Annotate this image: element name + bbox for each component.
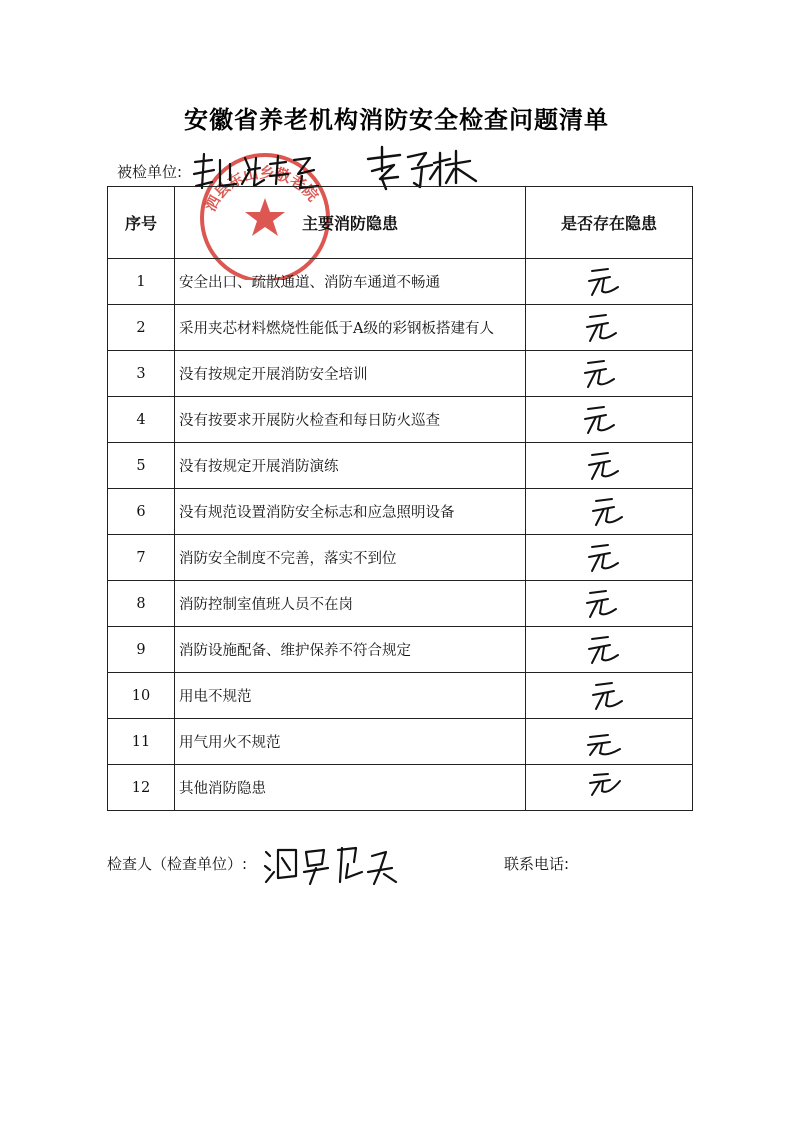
handwritten-none-icon: [590, 679, 626, 713]
handwritten-none-icon: [584, 587, 620, 621]
row-issue: 用电不规范: [175, 673, 526, 719]
row-number: 1: [108, 259, 175, 305]
row-answer: [526, 535, 693, 581]
row-answer: [526, 719, 693, 765]
row-answer: [526, 443, 693, 489]
handwritten-none-icon: [590, 495, 626, 529]
header-serial-number: 序号: [108, 187, 175, 259]
table-row: [108, 673, 693, 719]
handwritten-none-icon: [582, 403, 618, 437]
inspector-label: 检查人（检查单位）:: [107, 855, 248, 873]
row-number: 7: [108, 535, 175, 581]
row-issue: 采用夹芯材料燃烧性能低于A级的彩钢板搭建有人: [175, 305, 526, 351]
table-row: [108, 259, 693, 305]
row-number: 4: [108, 397, 175, 443]
row-issue: 没有按规定开展消防安全培训: [175, 351, 526, 397]
handwritten-none-icon: [586, 633, 622, 667]
row-answer: [526, 397, 693, 443]
table-row: [108, 765, 693, 811]
row-answer: [526, 489, 693, 535]
row-answer: [526, 765, 693, 811]
row-number: 11: [108, 719, 175, 765]
handwritten-none-icon: [584, 729, 624, 759]
row-issue: 没有按规定开展消防演练: [175, 443, 526, 489]
row-number: 2: [108, 305, 175, 351]
row-number: 5: [108, 443, 175, 489]
row-issue: 其他消防隐患: [175, 765, 526, 811]
table-header-row: [108, 187, 693, 259]
row-number: 10: [108, 673, 175, 719]
header-hazard-exists: 是否存在隐患: [526, 187, 693, 259]
handwritten-none-icon: [586, 265, 622, 299]
header-main-hazard: 主要消防隐患: [175, 187, 526, 259]
handwritten-none-icon: [584, 311, 620, 345]
handwritten-none-icon: [586, 769, 626, 799]
row-number: 3: [108, 351, 175, 397]
handwritten-none-icon: [582, 357, 618, 391]
row-answer: [526, 305, 693, 351]
table-row: [108, 535, 693, 581]
row-answer: [526, 259, 693, 305]
inspected-unit-row: [117, 161, 182, 182]
phone-label: 联系电话:: [504, 855, 570, 873]
row-issue: 消防安全制度不完善，落实不到位: [175, 535, 526, 581]
row-number: 8: [108, 581, 175, 627]
handwritten-none-icon: [586, 541, 622, 575]
table-row: [108, 719, 693, 765]
row-issue: 消防设施配备、维护保养不符合规定: [175, 627, 526, 673]
page-title: 安徽省养老机构消防安全检查问题清单: [184, 106, 609, 134]
row-answer: [526, 351, 693, 397]
row-number: 9: [108, 627, 175, 673]
row-issue: 用气用火不规范: [175, 719, 526, 765]
svg-text:泗县东山乡敬老院: 泗县东山乡敬老院: [201, 163, 322, 215]
table-row: [108, 397, 693, 443]
row-issue: 没有按要求开展防火检查和每日防火巡查: [175, 397, 526, 443]
table-row: [108, 489, 693, 535]
table-row: [108, 351, 693, 397]
row-answer: [526, 673, 693, 719]
handwritten-none-icon: [586, 449, 622, 483]
hazard-checklist-table: [107, 186, 693, 811]
table-row: [108, 305, 693, 351]
row-issue: 没有规范设置消防安全标志和应急照明设备: [175, 489, 526, 535]
row-number: 6: [108, 489, 175, 535]
table-row: [108, 581, 693, 627]
row-number: 12: [108, 765, 175, 811]
row-issue: 安全出口、疏散通道、消防车通道不畅通: [175, 259, 526, 305]
inspector-signature-icon: [262, 842, 412, 886]
row-issue: 消防控制室值班人员不在岗: [175, 581, 526, 627]
table-row: [108, 443, 693, 489]
table-row: [108, 627, 693, 673]
row-answer: [526, 627, 693, 673]
row-answer: [526, 581, 693, 627]
inspected-unit-label: 被检单位:: [117, 163, 183, 181]
